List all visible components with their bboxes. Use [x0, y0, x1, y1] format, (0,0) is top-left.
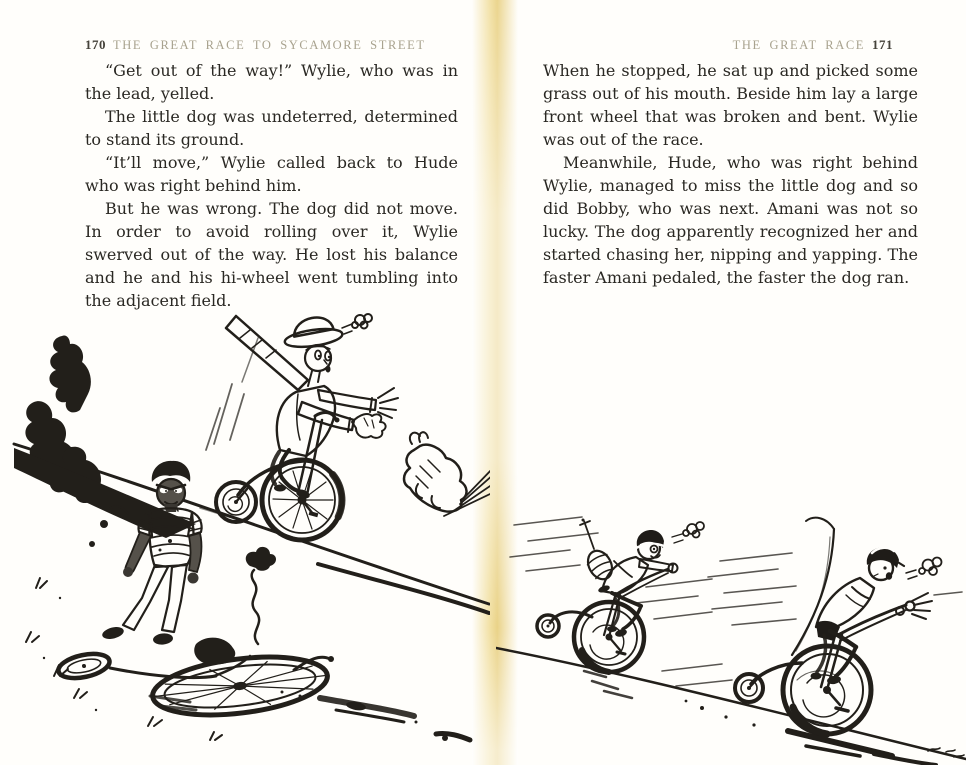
- illustration-crash-scene: [0, 298, 490, 763]
- paragraph: “Get out of the way!” Wylie, who was in the lead, yelled.: [85, 61, 458, 103]
- boot: [101, 625, 125, 641]
- shoe: [607, 626, 617, 632]
- crash-scene-drawing: [0, 298, 490, 763]
- running-head-right: [733, 37, 893, 53]
- paragraph: Meanwhile, Hude, who was right behind Wylie, managed to miss the little dog and so did Bobby, who was next. Amani was not so lucky. The dog apparently recognized her and started chasing her, nipping and yapping. The faster Amani pedaled, the faster the dog ran.: [543, 153, 918, 287]
- paragraph: The little dog was undeterred, determined to stand its ground.: [85, 107, 458, 149]
- near-hand: [352, 414, 386, 438]
- page-number-left: 170: [85, 37, 106, 52]
- breath-puff: [906, 558, 942, 580]
- running-head-left: [85, 37, 426, 53]
- boater-hat: [282, 314, 343, 350]
- boot: [152, 632, 173, 645]
- bobby-rider: [735, 518, 942, 734]
- breath-puff: [342, 314, 372, 334]
- speed-lines: [510, 517, 962, 686]
- running-title-right: THE GREAT RACE: [732, 38, 865, 52]
- illustration-race-scene: [496, 465, 966, 765]
- penny-farthing: [216, 412, 342, 540]
- running-title-left: THE GREAT RACE TO SYCAMORE STREET: [113, 38, 426, 52]
- left-page-text: [85, 59, 458, 312]
- right-page-text: [543, 59, 918, 289]
- hude-rider: [537, 519, 704, 673]
- race-scene-drawing: [496, 465, 966, 765]
- shoe: [811, 673, 822, 680]
- open-mouth: [326, 366, 331, 373]
- boy-head: [157, 479, 185, 507]
- far-arm: [318, 390, 376, 410]
- paragraph: “It’ll move,” Wylie called back to Hude who was right behind him.: [85, 153, 458, 195]
- wylie-jacket: [277, 386, 335, 456]
- right-arm: [189, 533, 201, 572]
- pedal: [617, 652, 625, 654]
- pants-leg: [162, 564, 187, 632]
- fallen-small-wheel: [56, 650, 111, 682]
- backpack: [583, 547, 617, 584]
- page-number-right: 171: [872, 37, 893, 52]
- little-dog: [404, 432, 490, 516]
- paragraph: But he was wrong. The dog did not move. In order to avoid rolling over it, Wylie swerved out of the way. He lost his balance and he and his hi-wheel went tumbling into the adjacent field.: [85, 199, 458, 310]
- seat-wreck: [194, 638, 235, 665]
- speed-lines: [206, 338, 258, 450]
- ground: [496, 648, 966, 765]
- dizzy-squiggle: [252, 570, 259, 644]
- paragraph: When he stopped, he sat up and picked some grass out of his mouth. Beside him lay a large front wheel that was broken and bent. Wylie was out of the race.: [543, 61, 918, 149]
- breath-puff: [672, 522, 704, 543]
- far-hand-fingers: [378, 388, 398, 418]
- bushes: [14, 335, 196, 547]
- open-smile: [886, 572, 892, 580]
